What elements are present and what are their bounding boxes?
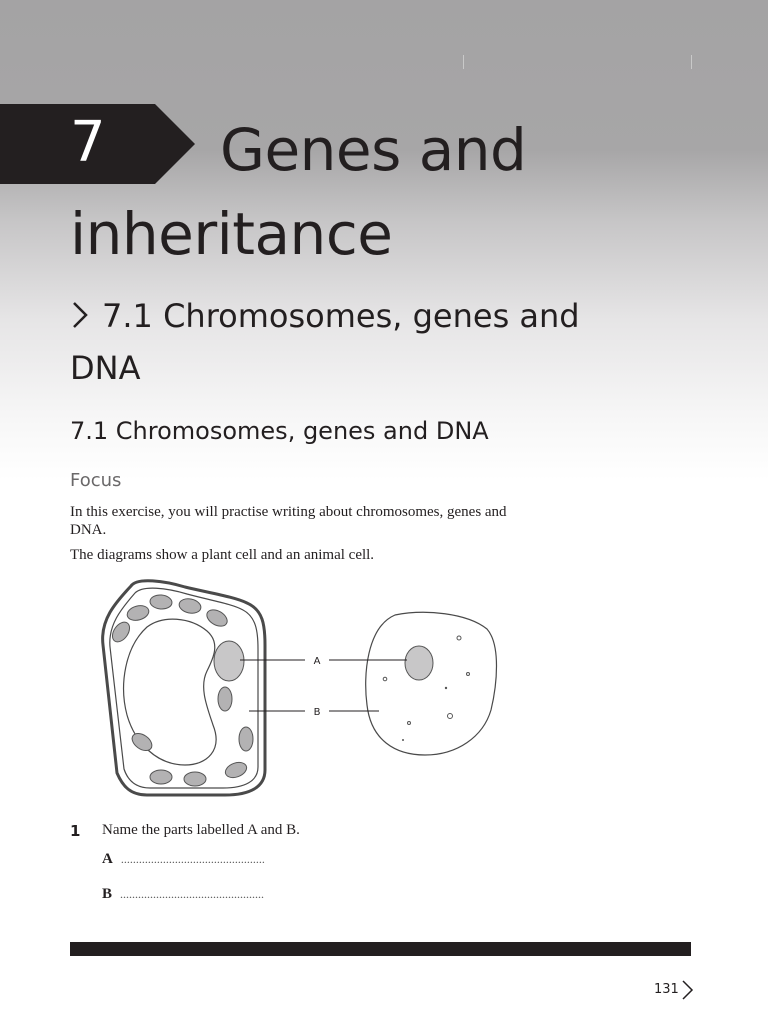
label-b: B (313, 707, 321, 718)
question-number: 1 (70, 822, 81, 840)
crop-mark-left (463, 55, 464, 69)
answer-letter: A (102, 851, 113, 867)
chevron-right-icon (70, 300, 92, 330)
answer-line-a[interactable] (102, 851, 265, 868)
chloroplast (150, 770, 172, 784)
answer-line-b[interactable] (102, 886, 264, 903)
chapter-title: Genes and inheritance (70, 116, 527, 268)
animal-cell (366, 612, 497, 755)
focus-intro: In this exercise, you will practise writing about chromosomes, genes and DNA. (70, 504, 507, 538)
answer-dots: ................................................ (120, 887, 265, 901)
question-text: Name the parts labelled A and B. (102, 822, 300, 838)
diagram-caption: The diagrams show a plant cell and an animal cell. (70, 547, 375, 563)
footer-bar (70, 942, 691, 956)
organelle (402, 739, 404, 741)
section-heading-text: 7.1 Chromosomes, genes and DNA (70, 297, 580, 387)
plant-nucleus (214, 641, 244, 681)
label-a: A (313, 656, 321, 667)
crop-mark-right (691, 55, 692, 69)
chloroplast (239, 727, 253, 751)
subsection-heading: 7.1 Chromosomes, genes and DNA (70, 417, 489, 445)
answer-letter: B (102, 886, 113, 902)
chloroplast (218, 687, 232, 711)
answer-dots: ................................................ (120, 852, 265, 866)
chloroplast (184, 772, 206, 786)
animal-nucleus (405, 646, 433, 680)
chapter-number: 7 (70, 110, 106, 175)
page-number: 131 (654, 982, 679, 997)
organelle (445, 687, 447, 689)
plant-cell (103, 581, 265, 795)
chevron-right-icon[interactable] (680, 979, 694, 1001)
section-heading (70, 290, 590, 394)
cell-diagram (95, 575, 505, 805)
focus-label: Focus (70, 470, 122, 491)
animal-cell-membrane (366, 612, 497, 755)
